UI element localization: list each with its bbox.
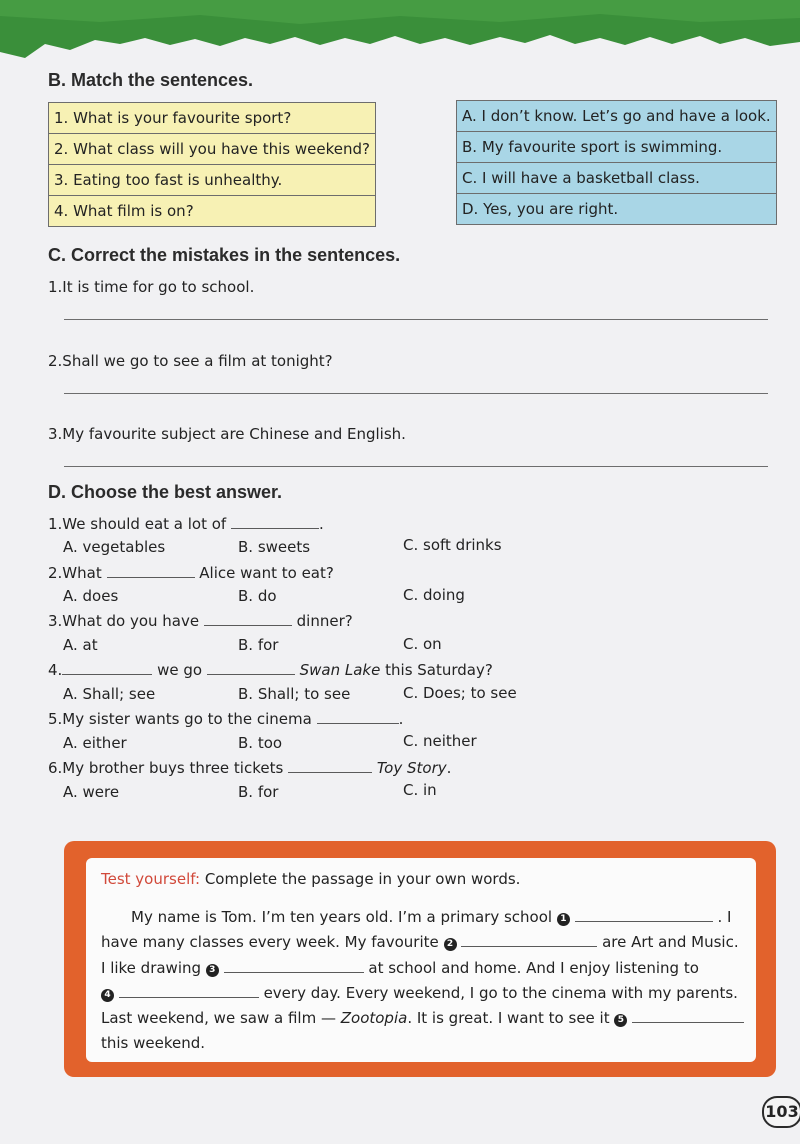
section-d-title: D. Choose the best answer. — [48, 482, 283, 502]
question-text: dinner? — [296, 612, 353, 630]
passage-text: . It is great. I want to see it — [407, 1009, 610, 1027]
passage-line — [131, 907, 731, 926]
passage-line — [101, 983, 738, 1002]
passage-text: My name is Tom. I’m ten years old. I’m a primary school — [131, 908, 553, 926]
match-left-item: 2. What class will you have this weekend? — [49, 134, 376, 165]
test-instruction — [101, 870, 520, 888]
question-3 — [48, 611, 353, 630]
passage-text: have many classes every week. My favourite — [101, 933, 439, 951]
page-number: 103 — [762, 1096, 800, 1128]
question-text: 4. — [48, 661, 63, 679]
passage-text: are Art and Music. — [602, 933, 739, 951]
answer-blank[interactable] — [207, 660, 295, 675]
answer-blank[interactable] — [107, 563, 195, 578]
passage-line — [101, 932, 739, 951]
answer-line[interactable] — [64, 393, 768, 394]
film-title: Zootopia — [340, 1009, 408, 1027]
question-1 — [48, 514, 324, 533]
option[interactable]: B. sweets — [238, 538, 311, 556]
passage-text: at school and home. And I enjoy listening to — [368, 959, 699, 977]
option[interactable]: A. Shall; see — [63, 685, 156, 703]
option[interactable]: A. either — [63, 734, 127, 752]
match-left-item: 4. What film is on? — [49, 196, 376, 227]
match-right-item: C. I will have a basketball class. — [457, 163, 777, 194]
match-left-item: 3. Eating too fast is unhealthy. — [49, 165, 376, 196]
answer-blank[interactable] — [461, 932, 597, 947]
question-text: . — [319, 515, 324, 533]
option[interactable]: C. in — [403, 781, 437, 799]
option[interactable]: A. were — [63, 783, 120, 801]
test-label: Test yourself: — [101, 870, 201, 888]
question-5 — [48, 709, 403, 728]
option[interactable]: C. doing — [403, 586, 465, 604]
header-banner — [0, 0, 800, 70]
question-text: 6.My brother buys three tickets — [48, 759, 284, 777]
answer-blank[interactable] — [317, 709, 399, 724]
answer-line[interactable] — [64, 466, 768, 467]
option[interactable]: C. neither — [403, 732, 477, 750]
passage-text: I like drawing — [101, 959, 202, 977]
passage-line: this weekend. — [101, 1034, 206, 1052]
passage-line — [101, 1008, 744, 1027]
section-c-title: C. Correct the mistakes in the sentences. — [48, 245, 401, 265]
answer-line[interactable] — [64, 319, 768, 320]
question-text: this Saturday? — [385, 661, 493, 679]
question-2 — [48, 563, 334, 582]
question-text: 1.We should eat a lot of — [48, 515, 227, 533]
instruction-text: Complete the passage in your own words. — [204, 870, 521, 888]
answer-blank[interactable] — [575, 907, 713, 922]
question-text: . — [446, 759, 452, 777]
option[interactable]: C. soft drinks — [403, 536, 502, 554]
answer-blank[interactable] — [231, 514, 319, 529]
match-right-item: A. I don’t know. Let’s go and have a look. — [457, 101, 777, 132]
question-text: . — [398, 710, 404, 728]
option[interactable]: B. too — [238, 734, 283, 752]
passage-text: Last weekend, we saw a film — — [101, 1009, 336, 1027]
option[interactable]: A. does — [63, 587, 119, 605]
option[interactable]: B. for — [238, 783, 279, 801]
match-right-item: B. My favourite sport is swimming. — [457, 132, 777, 163]
question-text: we go — [157, 661, 203, 679]
answer-blank[interactable] — [224, 958, 364, 973]
correction-item: 3.My favourite subject are Chinese and English. — [48, 425, 406, 443]
option[interactable]: C. on — [403, 635, 442, 653]
answer-blank[interactable] — [288, 758, 372, 773]
blank-number: 5 — [614, 1014, 627, 1027]
match-left-table — [48, 102, 376, 227]
blank-number: 4 — [101, 989, 114, 1002]
blank-number: 3 — [206, 964, 219, 977]
answer-blank[interactable] — [204, 611, 292, 626]
option[interactable]: B. for — [238, 636, 279, 654]
title-text: Swan Lake — [299, 661, 381, 679]
blank-number: 1 — [557, 913, 570, 926]
correction-item: 1.It is time for go to school. — [48, 278, 255, 296]
title-text: Toy Story — [376, 759, 447, 777]
question-text: Alice want to eat? — [199, 564, 334, 582]
question-4 — [48, 660, 493, 679]
passage-line — [101, 958, 699, 977]
option[interactable]: B. Shall; to see — [238, 685, 351, 703]
passage-text: every day. Every weekend, I go to the cinema with my parents. — [263, 984, 738, 1002]
match-right-item: D. Yes, you are right. — [457, 194, 777, 225]
option[interactable]: A. at — [63, 636, 98, 654]
question-6 — [48, 758, 451, 777]
blank-number: 2 — [444, 938, 457, 951]
passage-text: . I — [717, 908, 732, 926]
section-b-title: B. Match the sentences. — [48, 70, 254, 90]
answer-blank[interactable] — [62, 660, 152, 675]
match-right-table — [456, 100, 777, 225]
answer-blank[interactable] — [632, 1008, 744, 1023]
option[interactable]: A. vegetables — [63, 538, 166, 556]
question-text: 5.My sister wants go to the cinema — [48, 710, 312, 728]
question-text: 3.What do you have — [48, 612, 200, 630]
option[interactable]: B. do — [238, 587, 277, 605]
question-text: 2.What — [48, 564, 102, 582]
correction-item: 2.Shall we go to see a film at tonight? — [48, 352, 333, 370]
match-left-item: 1. What is your favourite sport? — [49, 103, 376, 134]
option[interactable]: C. Does; to see — [403, 684, 517, 702]
answer-blank[interactable] — [119, 983, 259, 998]
